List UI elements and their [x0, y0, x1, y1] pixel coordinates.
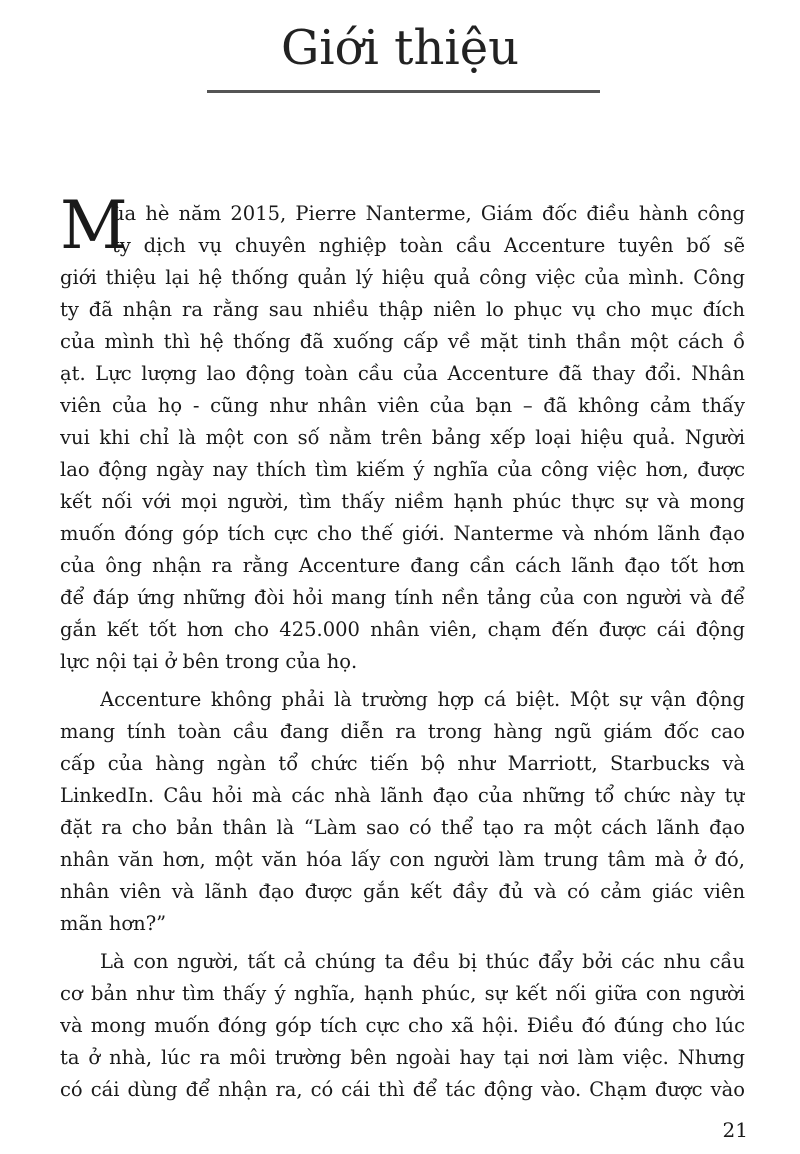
paragraph-3-line: cơ bản như tìm thấy ý nghĩa, hạnh phúc, sự kết nối giữa con người [60, 982, 745, 1005]
paragraph-1-line: của ông nhận ra rằng Accenture đang cần cách lãnh đạo tốt hơn [60, 554, 745, 577]
paragraph-3-line: có cái dùng để nhận ra, có cái thì để tác động vào. Chạm được vào [60, 1078, 745, 1101]
paragraph-1-line: ty dịch vụ chuyên nghiệp toàn cầu Accenture tuyên bố sẽ [112, 234, 745, 257]
paragraph-3-line: và mong muốn đóng góp tích cực cho xã hội. Điều đó đúng cho lúc [60, 1014, 745, 1037]
chapter-title: Giới thiệu [280, 20, 520, 76]
paragraph-2-line: mang tính toàn cầu đang diễn ra trong hàng ngũ giám đốc cao [60, 720, 745, 743]
drop-cap: M [60, 187, 128, 264]
paragraph-1-line: viên của họ - cũng như nhân viên của bạn – đã không cảm thấy [60, 394, 745, 417]
paragraph-3-line: Là con người, tất cả chúng ta đều bị thúc đẩy bởi các nhu cầu [100, 950, 745, 973]
paragraph-1-line: ạt. Lực lượng lao động toàn cầu của Accenture đã thay đổi. Nhân [60, 362, 745, 385]
paragraph-2-line: nhân văn hơn, một văn hóa lấy con người làm trung tâm mà ở đó, [60, 848, 745, 871]
paragraph-1-line: muốn đóng góp tích cực cho thế giới. Nanterme và nhóm lãnh đạo [60, 522, 745, 545]
paragraph-2-line: Accenture không phải là trường hợp cá biệt. Một sự vận động [100, 688, 745, 711]
paragraph-1-line: lao động ngày nay thích tìm kiếm ý nghĩa của công việc hơn, được [60, 458, 745, 481]
paragraph-2-line: nhân viên và lãnh đạo được gắn kết đầy đủ và có cảm giác viên [60, 880, 745, 903]
paragraph-1-line: lực nội tại ở bên trong của họ. [60, 650, 358, 673]
paragraph-2-line: LinkedIn. Câu hỏi mà các nhà lãnh đạo của những tổ chức này tự [60, 784, 745, 807]
paragraph-2-line: đặt ra cho bản thân là “Làm sao có thể tạo ra một cách lãnh đạo [60, 816, 745, 839]
paragraph-1-line: giới thiệu lại hệ thống quản lý hiệu quả công việc của mình. Công [60, 266, 745, 289]
paragraph-1-line: gắn kết tốt hơn cho 425.000 nhân viên, chạm đến được cái động [60, 618, 745, 641]
paragraph-1-line: của mình thì hệ thống đã xuống cấp về mặt tinh thần một cách ồ [60, 330, 745, 353]
paragraph-1-line: để đáp ứng những đòi hỏi mang tính nền tảng của con người và để [60, 586, 745, 609]
title-underline [207, 90, 600, 93]
paragraph-3-line: ta ở nhà, lúc ra môi trường bên ngoài hay tại nơi làm việc. Nhưng [60, 1046, 745, 1069]
paragraph-1-line: kết nối với mọi người, tìm thấy niềm hạnh phúc thực sự và mong [60, 490, 745, 513]
paragraph-1-line: vui khi chỉ là một con số nằm trên bảng xếp loại hiệu quả. Người [60, 426, 745, 449]
paragraph-1-line: ty đã nhận ra rằng sau nhiều thập niên lo phục vụ cho mục đích [60, 298, 745, 321]
paragraph-2-line: cấp của hàng ngàn tổ chức tiến bộ như Marriott, Starbucks và [60, 752, 745, 775]
paragraph-1-line: ùa hè năm 2015, Pierre Nanterme, Giám đốc điều hành công [112, 202, 745, 225]
page-number: 21 [722, 1118, 748, 1142]
paragraph-2-line: mãn hơn?” [60, 912, 167, 935]
